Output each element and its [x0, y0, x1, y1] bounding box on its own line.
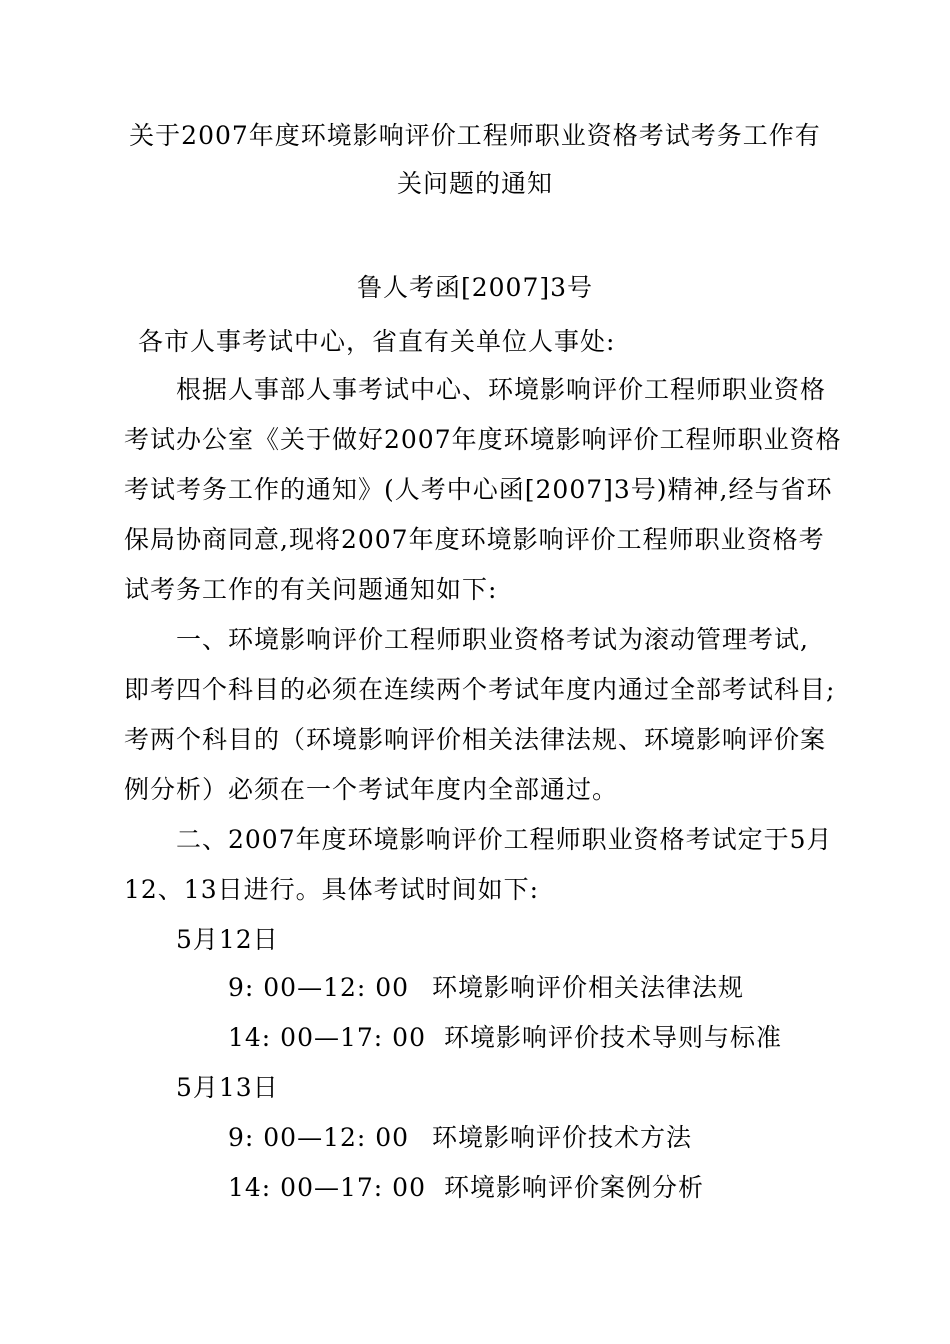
schedule-date-1: 5月12日: [176, 925, 279, 954]
paragraph-3-line-2: 12、13日进行。具体考试时间如下:: [124, 875, 540, 904]
session-subject: 环境影响评价技术方法: [432, 1123, 693, 1152]
session-subject: 环境影响评价技术导则与标准: [444, 1023, 783, 1052]
session-subject: 环境影响评价案例分析: [444, 1173, 705, 1202]
document-number: 鲁人考函[2007]3号: [356, 273, 594, 302]
session-time: 14: 00—17: 00: [228, 1173, 426, 1202]
paragraph-1-line-2: 考试办公室《关于做好2007年度环境影响评价工程师职业资格: [124, 425, 842, 454]
paragraph-2-line-3: 考两个科目的（环境影响评价相关法律法规、环境影响评价案: [124, 725, 827, 754]
title-line-2: 关问题的通知: [396, 169, 553, 198]
paragraph-1-line-5: 试考务工作的有关问题通知如下:: [124, 575, 498, 604]
paragraph-3-line-1: 二、2007年度环境影响评价工程师职业资格考试定于5月: [176, 825, 833, 854]
paragraph-2-line-4: 例分析）必须在一个考试年度内全部通过。: [124, 775, 619, 804]
schedule-session-row: [228, 1018, 782, 1054]
schedule-session-row: [228, 1168, 704, 1204]
addressee: 各市人事考试中心，省直有关单位人事处:: [138, 327, 616, 356]
schedule-session-row: [228, 968, 744, 1004]
paragraph-1-line-3: 考试考务工作的通知》(人考中心函[2007]3号)精神,经与省环: [124, 475, 833, 504]
session-subject: 环境影响评价相关法律法规: [432, 973, 745, 1002]
schedule-session-row: [228, 1118, 692, 1154]
paragraph-2-line-1: 一、环境影响评价工程师职业资格考试为滚动管理考试,: [176, 625, 809, 654]
paragraph-1-line-1: 根据人事部人事考试中心、环境影响评价工程师职业资格: [176, 375, 827, 404]
title-line-1: 关于2007年度环境影响评价工程师职业资格考试考务工作有: [129, 121, 821, 150]
schedule-date-2: 5月13日: [176, 1073, 279, 1102]
session-time: 9: 00—12: 00: [228, 973, 410, 1002]
session-time: 9: 00—12: 00: [228, 1123, 410, 1152]
document-title: [120, 112, 830, 208]
paragraph-1-line-4: 保局协商同意,现将2007年度环境影响评价工程师职业资格考: [124, 525, 825, 554]
session-time: 14: 00—17: 00: [228, 1023, 426, 1052]
paragraph-2-line-2: 即考四个科目的必须在连续两个考试年度内通过全部考试科目;: [124, 675, 836, 704]
